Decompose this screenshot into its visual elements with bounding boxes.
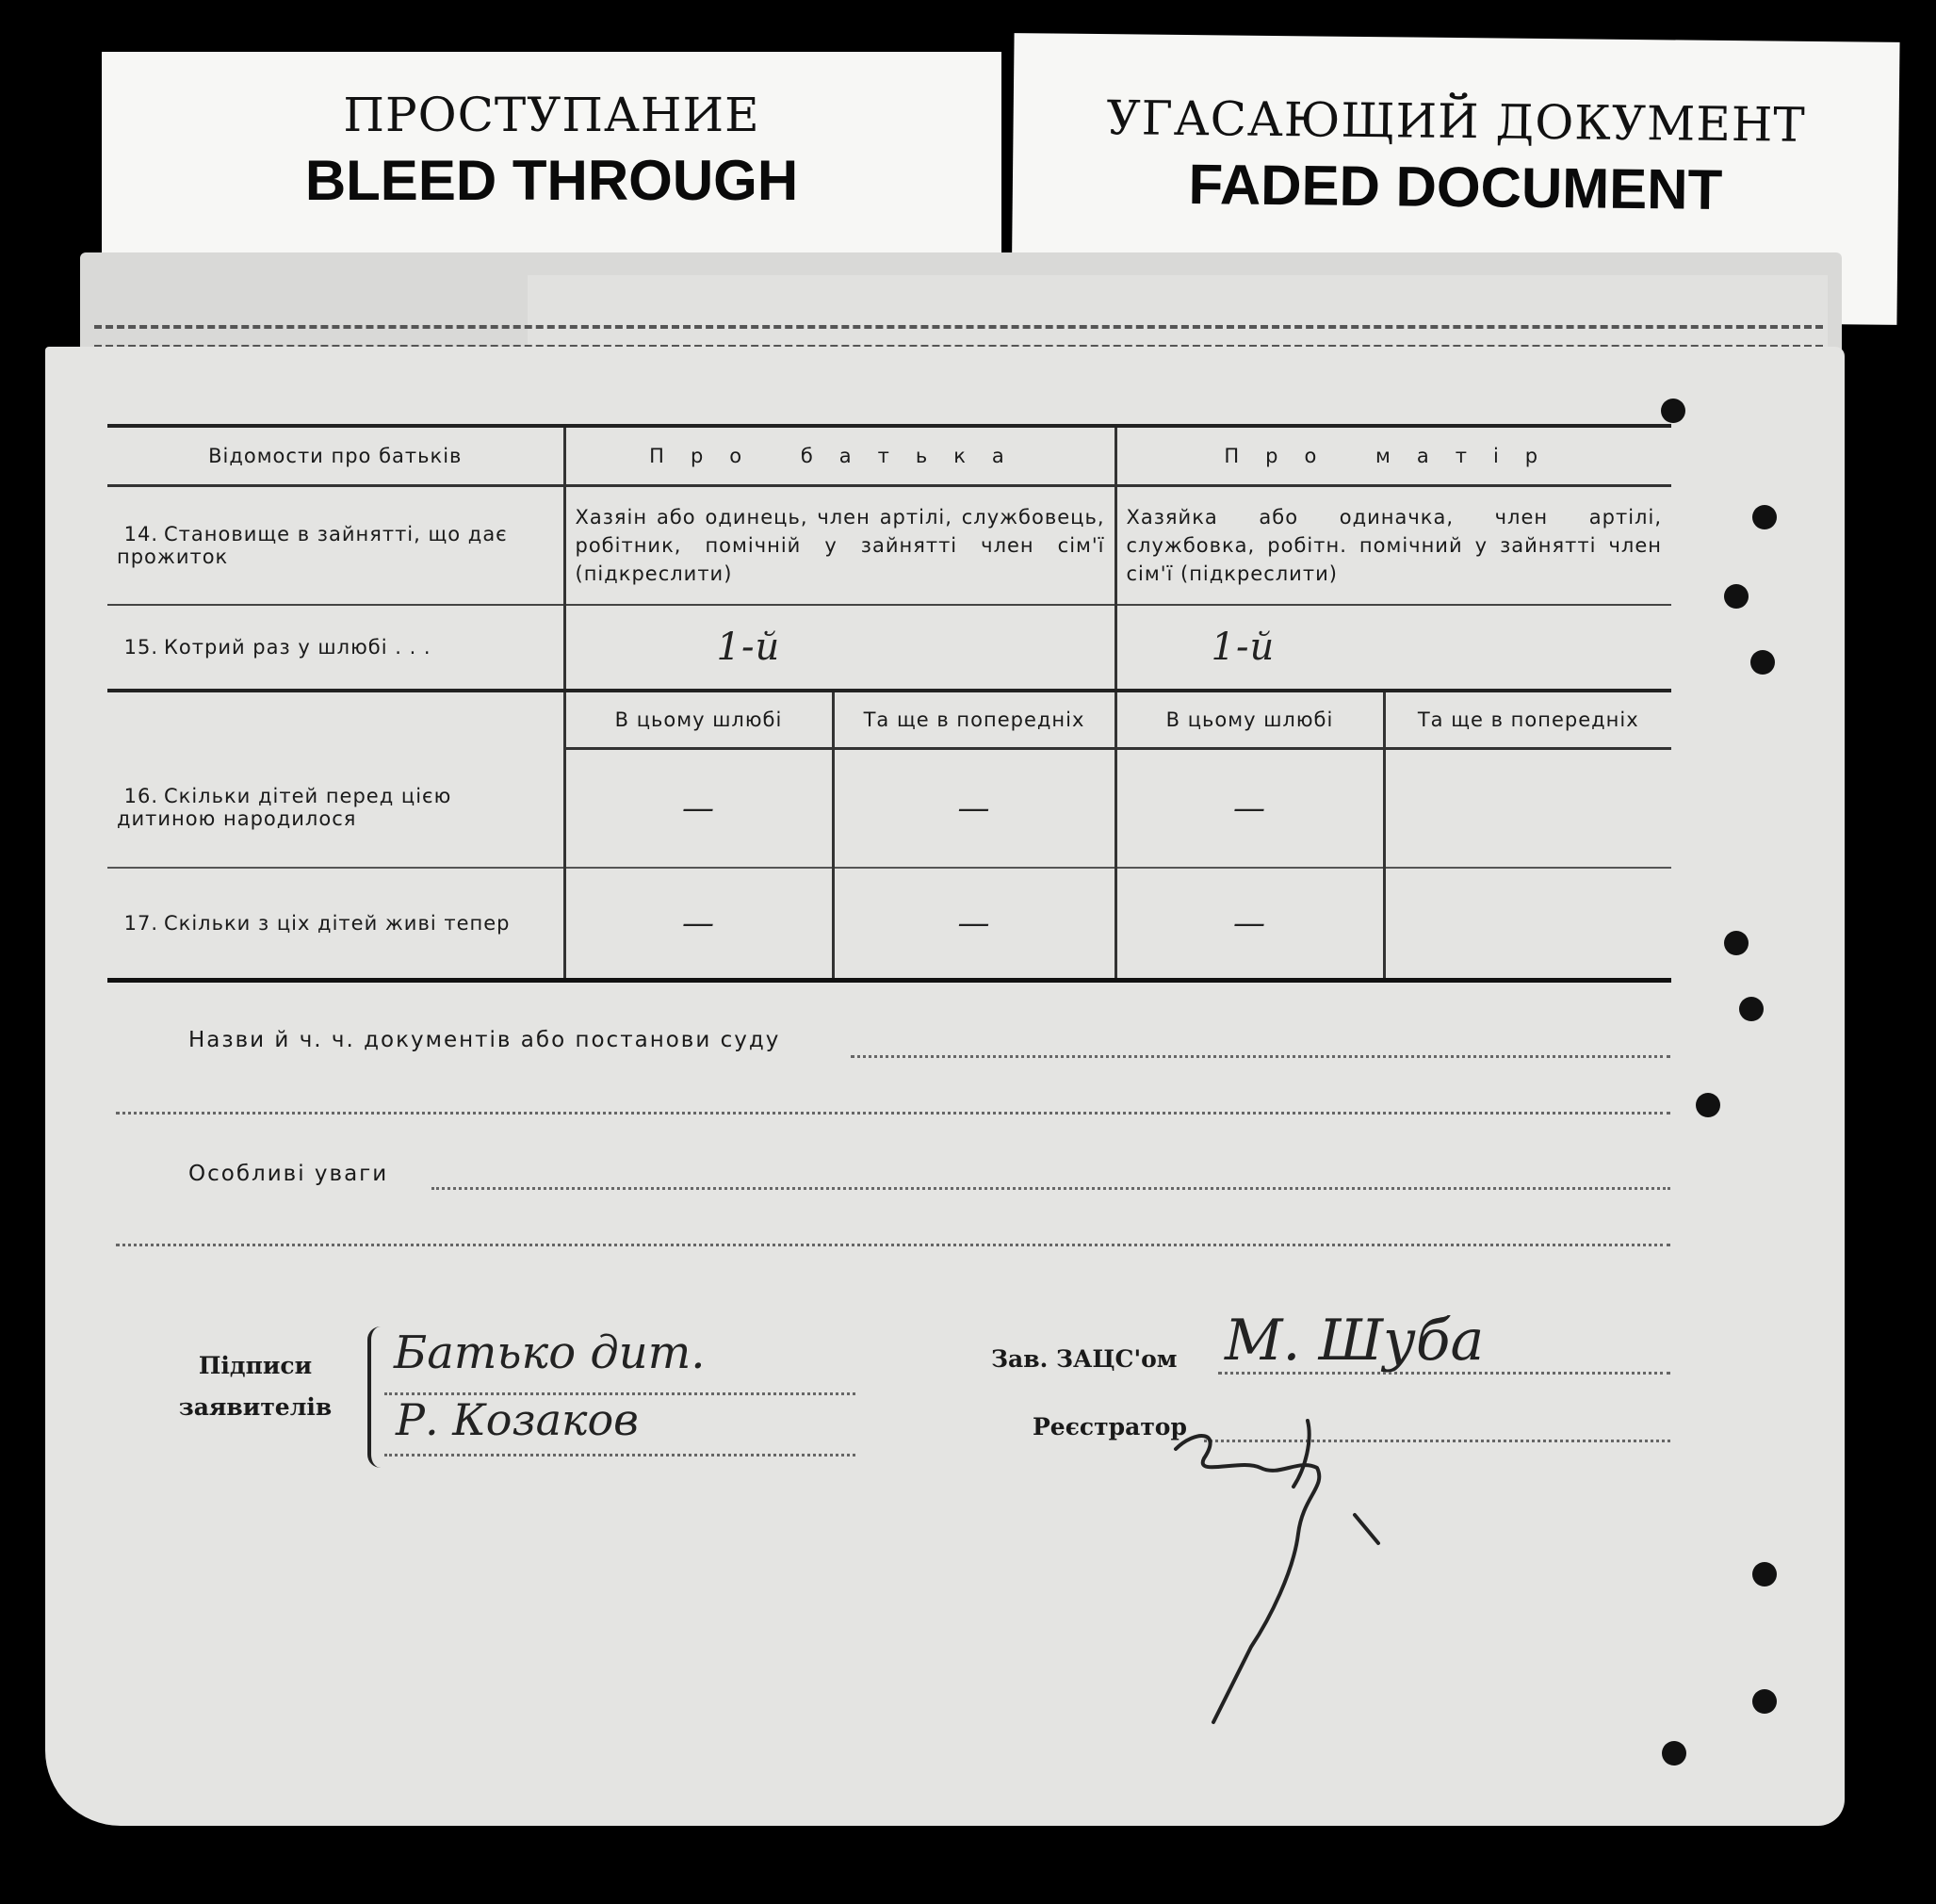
table-row-q14 — [107, 486, 1671, 606]
q16-label-cell — [107, 749, 564, 869]
binding-hole — [1752, 1689, 1777, 1714]
remarks-field-line — [431, 1187, 1670, 1190]
binding-hole — [1661, 399, 1685, 423]
q16-father-prev: — — [833, 749, 1115, 869]
registrar-signature — [1138, 1402, 1421, 1741]
q16-mother-prev — [1384, 749, 1671, 869]
subheader-mother-this: В цьому шлюбі — [1115, 691, 1384, 749]
table-row-q15 — [107, 605, 1671, 691]
remarks-field-line-2 — [116, 1244, 1670, 1246]
q17-number: 17. — [123, 912, 158, 935]
table-row-q16 — [107, 749, 1671, 869]
q16-label: Скільки дітей перед цією дитиною народилося — [117, 785, 452, 831]
q14-label-cell — [107, 486, 564, 606]
perforation-line — [94, 325, 1823, 329]
binding-hole — [1739, 997, 1764, 1021]
parents-info-table — [107, 424, 1671, 983]
binding-hole — [1724, 584, 1749, 609]
q14-mother-cell — [1115, 486, 1671, 606]
q14-number: 14. — [123, 523, 158, 545]
binding-hole — [1696, 1093, 1720, 1117]
binding-hole — [1724, 931, 1749, 955]
q15-label-cell: 15. Котрий раз у шлюбі . . . — [107, 605, 564, 691]
q15-mother-cell — [1115, 605, 1671, 691]
binding-hole — [1750, 650, 1775, 675]
faded-document-en: FADED DOCUMENT — [1188, 153, 1723, 221]
bleed-through-ru: ПРОСТУПАНИЕ — [343, 88, 760, 142]
bleed-through-label-card — [102, 52, 1001, 283]
header-mother: Про матір — [1115, 426, 1671, 486]
q17-mother-prev — [1384, 868, 1671, 981]
q15-number: 15. — [123, 636, 158, 659]
subheader-father-this: В цьому шлюбі — [564, 691, 833, 749]
subheader-empty — [107, 691, 564, 749]
q17-label: Скільки з ціх дітей живі тепер — [164, 912, 511, 935]
table-header-row — [107, 426, 1671, 486]
subheader-row — [107, 691, 1671, 749]
q16-mother-this: — — [1115, 749, 1384, 869]
q14-label: Становище в зайнятті, що дає прожиток — [117, 523, 508, 568]
documents-field-line-2 — [116, 1112, 1670, 1115]
applicants-brace — [367, 1326, 384, 1468]
faded-document-ru: УГАСАЮЩИЙ ДОКУМЕНТ — [1106, 90, 1807, 153]
q15-mother-value: 1-й — [1211, 626, 1276, 669]
table-row-q17 — [107, 868, 1671, 981]
binding-hole — [1662, 1741, 1686, 1766]
q14-mother-options: Хазяйка або одиначка, член артілі, службовка, робітн. помічний у зайнятті член сім'ї (підкреслити) — [1126, 506, 1662, 585]
q17-father-this: — — [564, 868, 833, 981]
header-parents-info: Відомости про батьків — [107, 426, 564, 486]
document-page — [45, 347, 1845, 1826]
q16-number: 16. — [123, 785, 158, 808]
q15-father-cell — [564, 605, 1115, 691]
binding-hole — [1752, 505, 1777, 529]
q17-label-cell — [107, 868, 564, 981]
q14-father-options: Хазяін або одинець, член артілі, службовець, робітник, помічній у зайнятті член сім'ї (підкреслити) — [575, 506, 1105, 585]
subheader-mother-prev: Та ще в попередніх — [1384, 691, 1671, 749]
q16-father-this: — — [564, 749, 833, 869]
q17-mother-this: — — [1115, 868, 1384, 981]
head-zags-label: Зав. ЗАЦС'ом — [991, 1345, 1178, 1373]
binding-hole — [1752, 1562, 1777, 1587]
head-sig-line — [1218, 1372, 1670, 1375]
registrar-label: Реєстратор — [1033, 1413, 1187, 1440]
applicant-signature-2: Р. Козаков — [396, 1394, 639, 1445]
head-zags-signature: М. Шуба — [1225, 1308, 1485, 1374]
q14-father-cell — [564, 486, 1115, 606]
remarks-label: Особливі уваги — [188, 1162, 389, 1186]
documents-label: Назви й ч. ч. документів або постанови суду — [188, 1028, 781, 1052]
documents-field-line — [851, 1055, 1670, 1058]
bleed-through-en: BLEED THROUGH — [304, 149, 799, 212]
q17-father-prev: — — [833, 868, 1115, 981]
header-father: Про батька — [564, 426, 1115, 486]
applicants-signatures-label: Підписи заявителів — [178, 1352, 333, 1421]
q15-father-value: 1-й — [716, 626, 781, 669]
applicant-sig-line-2 — [384, 1454, 855, 1456]
subheader-father-prev: Та ще в попередніх — [833, 691, 1115, 749]
applicant-signature-1: Батько дит. — [394, 1326, 706, 1379]
q15-label: Котрий раз у шлюбі — [164, 636, 388, 659]
